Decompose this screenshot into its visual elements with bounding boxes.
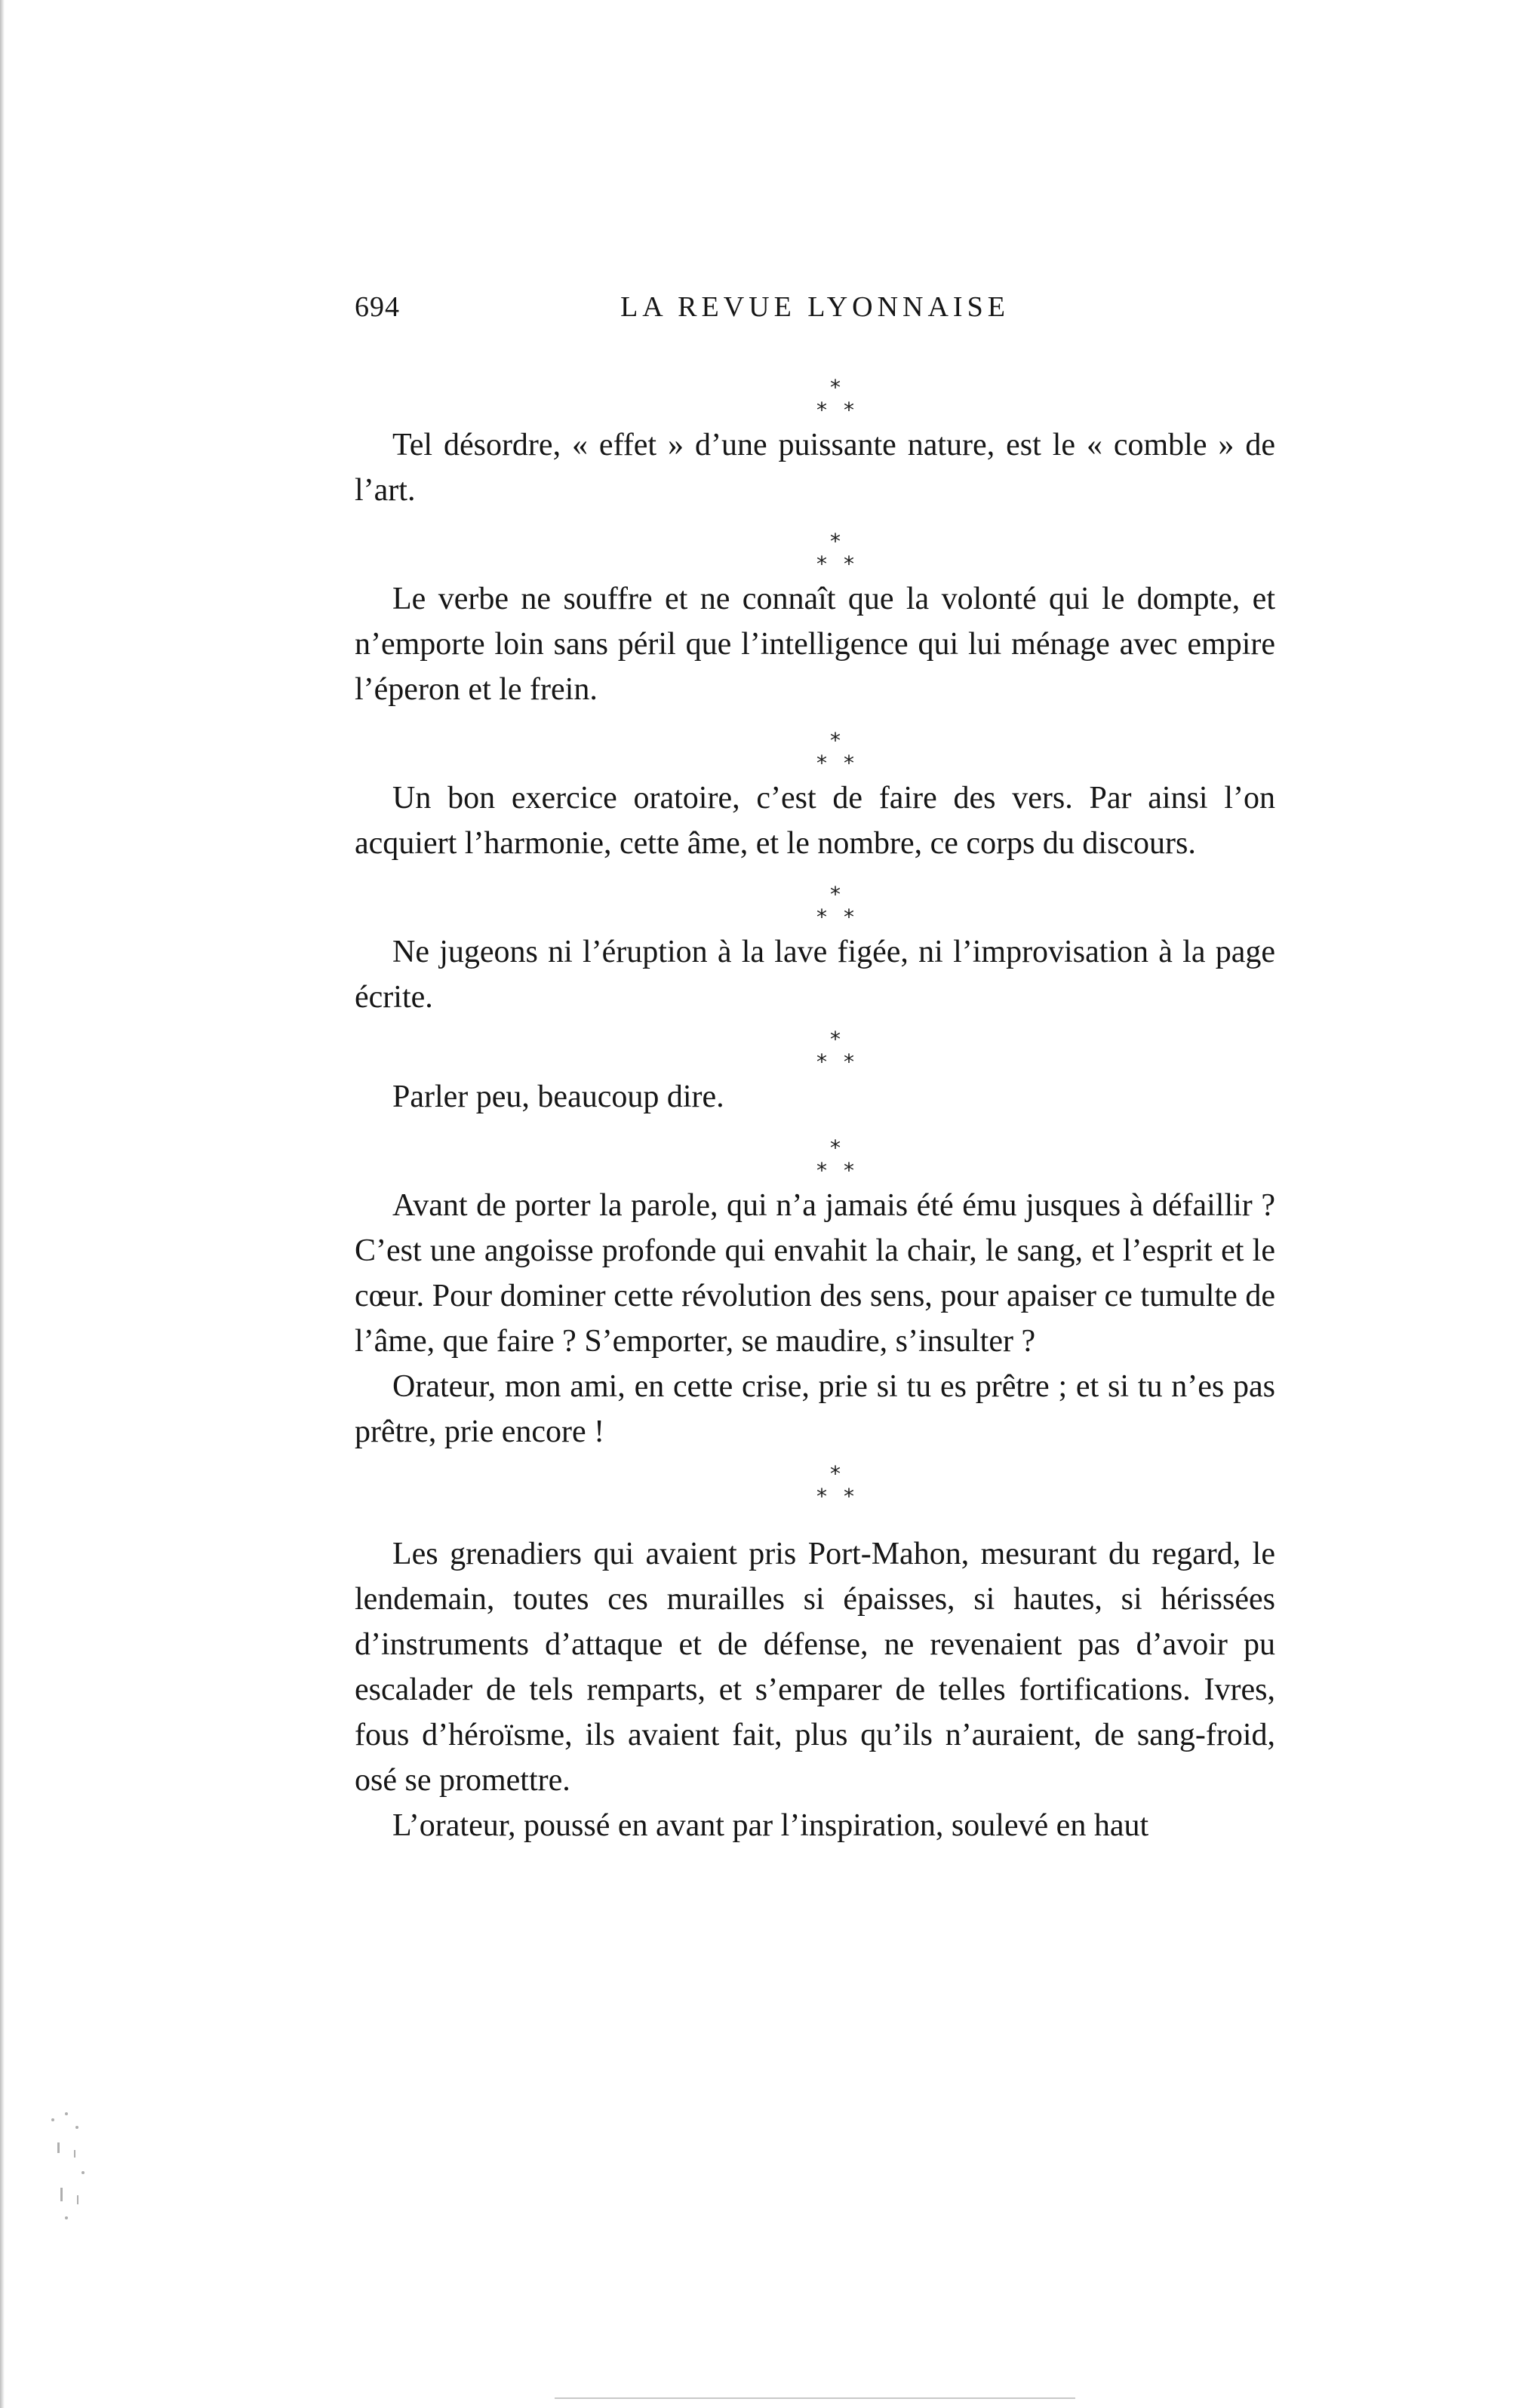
star-icon: * (830, 1135, 841, 1160)
page-binding-edge (0, 0, 5, 2408)
star-icon: * (844, 1158, 854, 1183)
paragraph: Ne jugeons ni l’éruption à la lave figée, ni l’improvisation à la page écrite. (355, 935, 1275, 1015)
star-icon: * (816, 551, 827, 576)
asterism-divider (792, 883, 883, 929)
paragraph: Orateur, mon ami, en cette crise, prie si tu es prêtre ; et si tu n’es pas prêtre, prie encore ! (355, 1369, 1275, 1449)
star-icon: * (844, 551, 854, 576)
page-header (355, 290, 1275, 336)
paragraph: L’orateur, poussé en avant par l’inspiration, soulevé en haut (392, 1808, 1149, 1843)
asterism-divider (792, 1462, 883, 1509)
paragraph: Parler peu, beaucoup dire. (392, 1080, 724, 1114)
star-icon: * (830, 1461, 841, 1486)
star-icon: * (830, 882, 841, 907)
paragraph: Tel désordre, « effet » d’une puissante nature, est le « comble » de l’art. (355, 428, 1275, 508)
bottom-edge-rule (555, 2397, 1075, 2399)
running-title: LA REVUE LYONNAISE (620, 291, 1010, 323)
star-icon: * (830, 1027, 841, 1052)
star-icon: * (830, 375, 841, 400)
star-icon: * (816, 751, 827, 776)
star-icon: * (830, 529, 841, 554)
paragraph: Avant de porter la parole, qui n’a jamais été ému jusques à défaillir ? C’est une angoisse profonde qui envahit la chair, le sang, et l’esprit et le cœur. Pour dominer cette révolution des sens, pour apaiser ce tumulte de l’âme, que faire ? S’emporter, se maudire, s’insulter ? (355, 1188, 1275, 1359)
asterism-divider (792, 729, 883, 776)
page-number: 694 (355, 291, 400, 323)
paragraph: Un bon exercice oratoire, c’est de faire des vers. Par ainsi l’on acquiert l’harmonie, cette âme, et le nombre, ce corps du discours. (355, 781, 1275, 861)
margin-specks (30, 2105, 102, 2233)
star-icon: * (816, 398, 827, 422)
star-icon: * (844, 1484, 854, 1509)
star-icon: * (844, 398, 854, 422)
star-icon: * (816, 1484, 827, 1509)
star-icon: * (844, 751, 854, 776)
star-icon: * (816, 1158, 827, 1183)
paragraph: Le verbe ne souffre et ne connaît que la volonté qui le dompte, et n’emporte loin sans péril que l’intelligence qui lui ménage avec empire l’éperon et le frein. (355, 582, 1275, 707)
asterism-divider (792, 1136, 883, 1183)
star-icon: * (844, 1049, 854, 1074)
star-icon: * (844, 905, 854, 929)
speck-marks (30, 2105, 102, 2233)
body-text (355, 376, 1275, 1848)
asterism-divider (792, 1027, 883, 1074)
star-icon: * (830, 728, 841, 753)
asterism-divider (792, 530, 883, 576)
star-icon: * (816, 1049, 827, 1074)
paragraph: Les grenadiers qui avaient pris Port-Mahon, mesurant du regard, le lendemain, toutes ces murailles si épaisses, si hautes, si hérissées d’instruments d’attaque et de défense, ne revenaient pas d’avoir pu escalader de tels remparts, et s’emparer de telles fortifications. Ivres, fous d’héroïsme, ils avaient fait, plus qu’ils n’auraient, de sang-froid, osé se promettre. (355, 1537, 1275, 1798)
star-icon: * (816, 905, 827, 929)
asterism-divider (792, 376, 883, 422)
